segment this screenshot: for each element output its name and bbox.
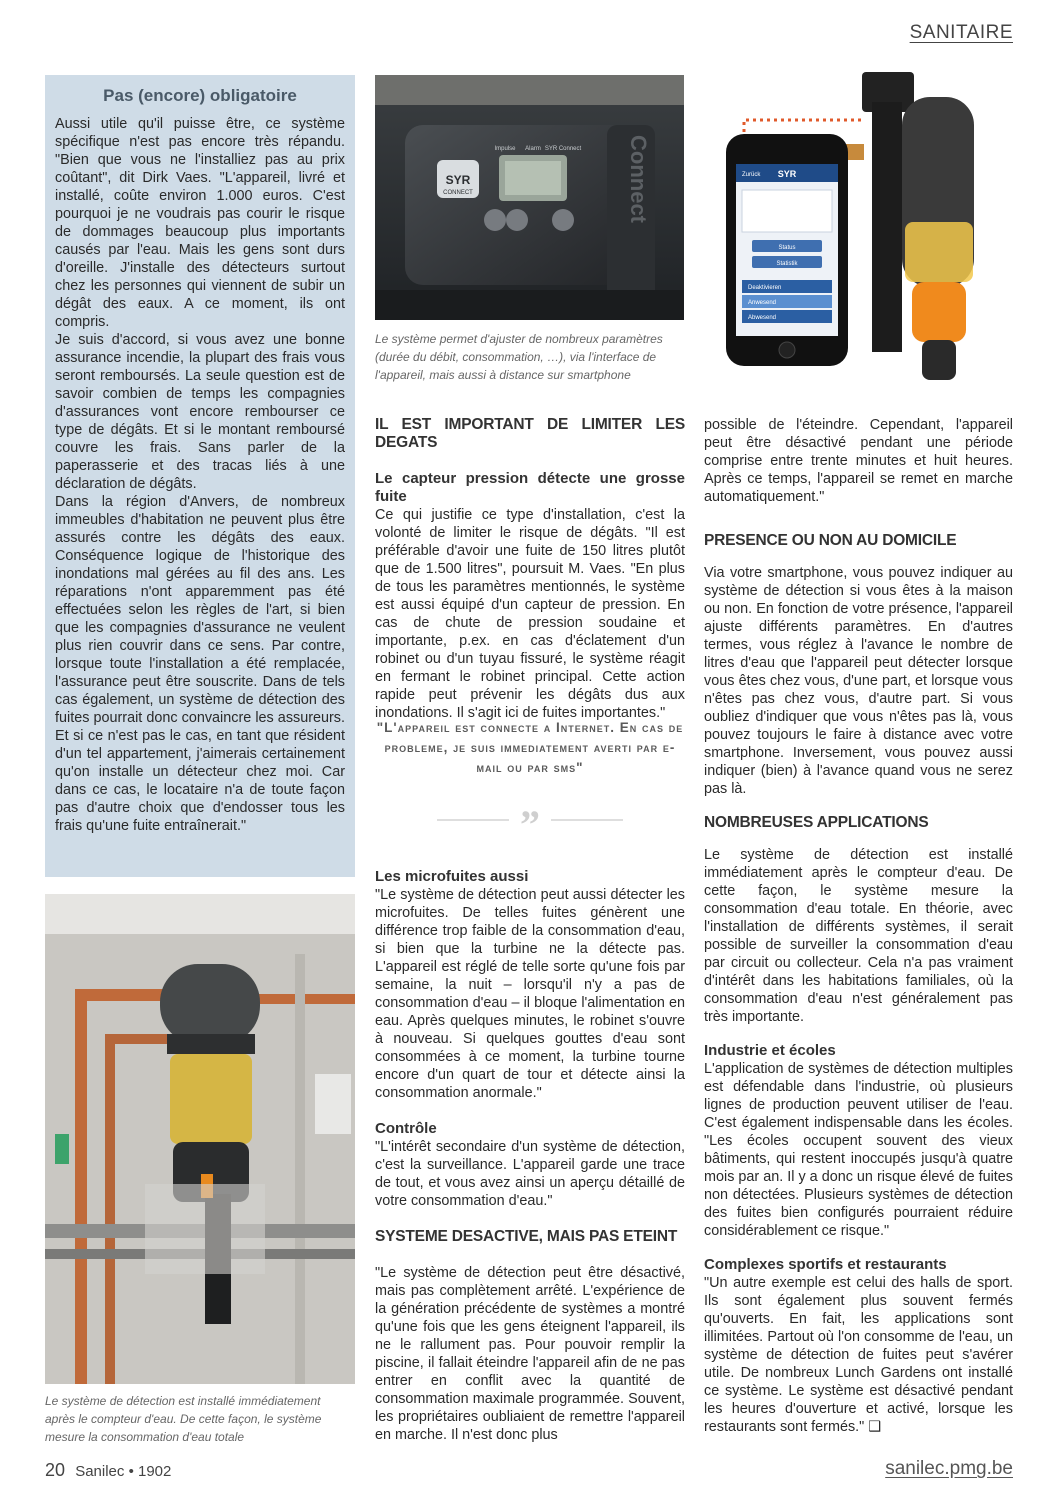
subheading-microleaks: Les microfuites aussi [375, 868, 529, 885]
sidebar-paragraph: Dans la région d'Anvers, de nombreux immeubles d'habitation ne peuvent plus être assurés contre les dégâts des eaux. Conséquence logique de l'historique des inondations mal gérées au fil des ans. Les réparations n'ont apparemment pas été effectuées selon les règles de l'art, si bien que les compagnies d'assurance ne veulent plus rien couvrir dans ce sens. Par contre, lorsque toute l'installation a été remplacée, l'assurance peut être souscrite. Dans de tels cas également, un système de détection des fuites pourrait donc convaincre les assureurs. Et si ce n'est pas le cas, en tant que résident d'un tel appartement, j'aimerais certainement qu'on installe un détecteur chez moi. Car dans ce cas, le locataire n'a de toute façon pas d'autre choix que d'endosser tous les frais qu'une fuite entraînerait." [55, 494, 345, 834]
heading-applications: NOMBREUSES APPLICATIONS [704, 814, 929, 831]
subheading-sports: Complexes sportifs et restaurants [704, 1256, 947, 1273]
subheading-control: Contrôle [375, 1120, 437, 1137]
issue-label: Sanilec • 1902 [75, 1463, 172, 1480]
device-label-impulse: Impulse [494, 146, 516, 152]
subheading-pressure: Le capteur pression détecte une grosse fuite [375, 470, 685, 505]
control-unit-photo [375, 75, 684, 320]
heading-deactivated: SYSTEME DESACTIVE, MAIS PAS ETEINT [375, 1228, 678, 1245]
sidebar-box [45, 75, 355, 877]
phone-app-title: SYR [777, 169, 797, 179]
phone-back-label: Zurück [742, 172, 761, 178]
device-brand-sub: CONNECT [443, 190, 473, 196]
right-column [704, 416, 1013, 1436]
middle-column-bottom [375, 868, 685, 1444]
phone-mode-off: Deaktivieren [748, 285, 782, 291]
device-brand: SYR [445, 173, 471, 187]
paragraph-sports: "Un autre exemple est celui des halls de sport. Ils sont également plus souvent fermés qu'ouverts. En fait, les applications sont illimitées. Partout où l'on consomme de l'eau, un système de détection de fuites peut s'avérer utile. De nombreux Lunch Gardens ont installé ce système. Le système est désactivé pendant les heures d'ouverture et activé, lorsque les restaurants sont fermés." ❑ [704, 1275, 1013, 1435]
paragraph-deactivated: "Le système de détection peut être désactivé, mais pas complètement arrêté. L'expérience de la génération précédente de systèmes a montré qu'une fois que les gens éteignent l'appareil, ils ne le rallument pas. Pour pouvoir remplir la piscine, il fallait éteindre l'appareil afin de ne pas entrer en conflit avec la quantité de consommation maximale programmée. Souvent, les propriétaires oubliaient de remettre l'appareil en marche. Il n'est donc plus [375, 1265, 685, 1443]
installation-photo [45, 894, 355, 1384]
svg-text:”: ” [520, 808, 540, 838]
footer-left [45, 1460, 171, 1481]
phone-status-button: Status [778, 245, 796, 251]
page-number: 20 [45, 1460, 66, 1480]
paragraph-presence: Via votre smartphone, vous pouvez indiquer au système de détection si vous êtes à la maison ou non. En fonction de votre présence, l'appareil ajuste différents paramètres. En d'autres termes, vous réglez à l'avance le nombre de litres d'eau que l'appareil peut détecter lorsque vous êtes chez vous, d'une part, et lorsque vous n'êtes pas chez vous, d'autre part. Si vous oubliez d'indiquer que vous n'êtes pas là, vous pouvez toujours le faire à distance avec votre smartphone. Inversement, vous pouvez aussi indiquer (bien) à l'avance quand vous ne serez pas là. [704, 565, 1013, 797]
sidebar-paragraph: Je suis d'accord, si vous avez une bonne assurance incendie, la plupart des frais vous seront remboursés. La seule question est de savoir combien de temps les compagnies d'assurances vont encore rembourser ce type de dégâts. Et si le montant remboursé couvre les frais. Sans parler de la paperasserie et des tracas liés à une déclaration de dégâts. [55, 332, 345, 492]
smartphone-photo [722, 72, 1022, 390]
device-label-alarm: Alarm [525, 146, 541, 152]
heading-limit-damage: IL EST IMPORTANT DE LIMITER LES DEGATS [375, 416, 685, 451]
middle-column-top [375, 416, 685, 722]
phone-stat-button: Statistik [776, 261, 798, 267]
phone-mode-absent: Abwesend [748, 315, 777, 321]
paragraph-continued: possible de l'éteindre. Cependant, l'appareil peut être désactivé pendant une période comprise entre trente minutes et huit heures. Après ce temps, l'appareil se remet en marche automatiquement." [704, 417, 1013, 505]
device-label-connect: SYR Connect [544, 146, 582, 152]
section-tag: SANITAIRE [909, 22, 1013, 43]
heading-presence: PRESENCE OU NON AU DOMICILE [704, 532, 957, 549]
footer-url-link[interactable]: sanilec.pmg.be [885, 1458, 1013, 1479]
paragraph-pressure: Ce qui justifie ce type d'installation, c'est la volonté de limiter le risque de dégâts. "Il est préférable d'avoir une fuite de 150 litres plutôt que de 1.500 litres", poursuit M. Vaes. "En plus de tous les paramètres mentionnés, le système est aussi équipé d'un capteur de pression. En cas de chute de pression soudaine et importante, p.ex. en cas d'éclatement d'un robinet ou d'un tuyau fissuré, le système réagit en fermant le robinet principal. Cette action rapide peut prévenir les dégâts dus aux inondations. Il s'agit ici de fuites importantes." [375, 507, 685, 721]
control-unit-caption: Le système permet d'ajuster de nombreux paramètres (durée du débit, consommation, …), via l'interface de l'appareil, mais aussi à distance sur smartphone [375, 332, 663, 382]
sidebar-title: Pas (encore) obligatoire [103, 86, 297, 105]
phone-mode-present: Anwesend [748, 300, 777, 306]
installation-caption: Le système de détection est installé immédiatement après le compteur d'eau. De cette façon, le système mesure la consommation d'eau totale [45, 1394, 322, 1444]
paragraph-microleaks: "Le système de détection peut aussi détecter les microfuites. De telles fuites génèrent une différence trop faible de la consommation d'eau, si bien que la turbine ne la détecte pas. L'appareil est réglé de telle sorte qu'une fois par semaine, la nuit – lorsqu'il n'y a pas de consommation d'eau – il bloque l'alimentation en eau. Après quelques minutes, le robinet s'ouvre à nouveau. Si quelques gouttes d'eau sont consommées à ce moment, la turbine tourne encore d'un quart de tour et détecte ainsi la consommation anormale." [375, 887, 685, 1101]
paragraph-applications: Le système de détection est installé immédiatement après le compteur d'eau. De cette façon, le système mesure la consommation d'eau totale. En théorie, avec l'installation de différents systèmes, il serait possible de surveiller la consommation d'eau par circuit ou collecteur. Cela n'a pas vraiment d'intérêt dans les habitations familiales, où la consommation d'eau n'est généralement pas très importante. [704, 847, 1013, 1025]
pull-quote: "L'appareil est connecte a Internet. En cas de probleme, je suis immediatement averti par e-mail ou par sms" [376, 720, 684, 775]
device-side-text: Connect [626, 135, 651, 223]
paragraph-industry: L'application de systèmes de détection multiples est défendable dans l'industrie, où plusieurs lignes de production peuvent utiliser de l'eau. C'est également indispensable dans les écoles. "Les écoles occupent souvent des vieux bâtiments, qui restent inoccupés jusqu'à quatre mois par an. Il y a donc un risque élevé de fuites non détectées. Plusieurs systèmes de détection des fuites bien configurés pourraient réduire considérablement ce risque." [704, 1061, 1013, 1239]
paragraph-control: "L'intérêt secondaire d'un système de détection, c'est la surveillance. L'appareil garde une trace de tout, et vous avez ainsi un aperçu détaillé de votre consommation d'eau." [375, 1139, 685, 1209]
sidebar-paragraph: Aussi utile qu'il puisse être, ce système spécifique n'est pas encore très répandu. "Bien que vous ne l'installiez pas au prix coûtant", dit Dirk Vaes. "L'appareil, livré et installé, coûte environ 1.000 euros. C'est pourquoi je ne voudrais pas courir le risque de dommages beaucoup plus importants causés par l'eau. Mais les gens sont durs d'oreille. J'installe des détecteurs surtout chez les personnes qui viennent de subir un dégât des eaux. A ce moment, ils ont compris. [55, 116, 345, 330]
subheading-industry: Industrie et écoles [704, 1042, 836, 1059]
quote-mark-icon [437, 808, 623, 838]
